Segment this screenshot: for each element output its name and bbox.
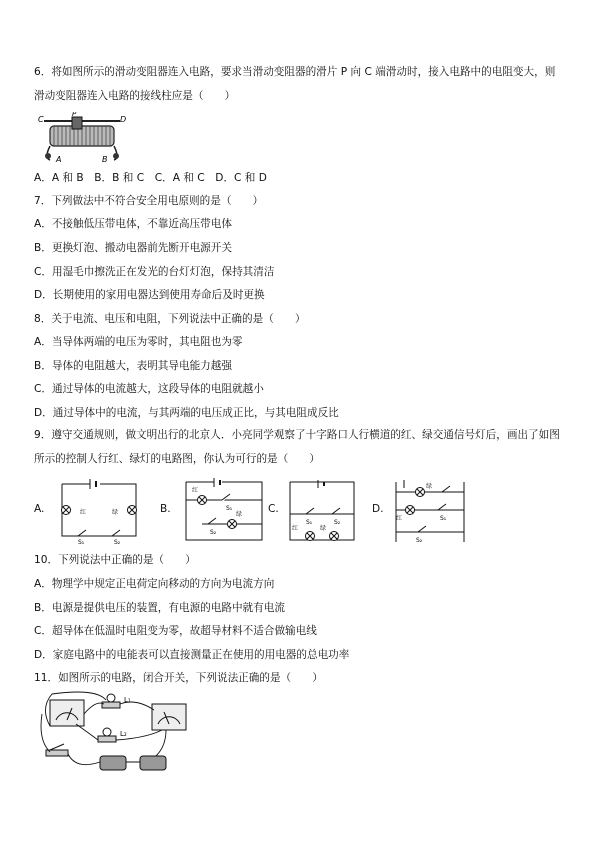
terminal-a-label: A (56, 155, 62, 164)
q7-stem: 7．下列做法中不符合安全用电原则的是（ ） (34, 195, 264, 207)
terminal-b-label: B (102, 155, 108, 164)
terminal-d-label: D (120, 115, 127, 124)
q9-option-a-label: A. (34, 503, 45, 515)
q11-circuit-figure (36, 690, 196, 774)
q9a-red-label: 红 (80, 509, 87, 516)
q10-option-d: D．家庭电路中的电能表可以直接测量正在使用的用电器的总电功率 (34, 649, 350, 661)
q9b-s1-label: S₁ (226, 505, 233, 512)
q8-option-c: C．通过导体的电流越大，这段导体的电阻就越小 (34, 383, 264, 395)
q7-option-b: B．更换灯泡、搬动电器前先断开电源开关 (34, 242, 232, 254)
q9-option-b-label: B. (160, 503, 171, 515)
q9c-red-label: 红 (292, 525, 299, 532)
q10-option-a: A．物理学中规定正电荷定向移动的方向为电流方向 (34, 578, 275, 590)
q6-options: A．A 和 B B．B 和 C C．A 和 C D．C 和 D (34, 172, 267, 184)
q8-option-b: B．导体的电阻越大，表明其导电能力越强 (34, 360, 232, 372)
q9d-s2-label: S₂ (416, 537, 423, 544)
q9a-s2-label: S₂ (114, 539, 121, 546)
q9d-red-label: 红 (396, 515, 403, 522)
q9d-s1-label: S₁ (440, 515, 447, 522)
q10-option-b: B．电源是提供电压的装置，有电源的电路中就有电流 (34, 602, 285, 614)
q9c-green-label: 绿 (320, 525, 327, 532)
q9b-green-label: 绿 (236, 511, 243, 518)
q9-option-c-label: C. (268, 503, 279, 515)
rheostat-figure (38, 112, 128, 164)
q10-option-c: C．超导体在低温时电阻变为零，故超导材料不适合做输电线 (34, 625, 317, 637)
q9-circuit-d (390, 478, 470, 546)
q10-stem: 10．下列说法中正确的是（ ） (34, 554, 196, 566)
q9-circuit-c (284, 478, 360, 546)
q9b-red-label: 红 (192, 487, 199, 494)
q11-stem: 11．如图所示的电路，闭合开关，下列说法正确的是（ ） (34, 672, 323, 684)
q9-circuit-a (52, 478, 144, 546)
q9d-green-label: 绿 (426, 483, 433, 490)
q9b-s2-label: S₂ (210, 529, 217, 536)
q9c-s1-label: S₁ (306, 519, 313, 526)
q9a-s1-label: S₁ (78, 539, 85, 546)
q8-option-a: A．当导体两端的电压为零时，其电阻也为零 (34, 336, 243, 348)
q7-option-a: A．不接触低压带电体，不靠近高压带电体 (34, 218, 232, 230)
terminal-c-label: C (38, 115, 44, 124)
q8-option-d: D．通过导体中的电流，与其两端的电压成正比，与其电阻成反比 (34, 407, 339, 419)
q8-stem: 8．关于电流、电压和电阻，下列说法中正确的是（ ） (34, 313, 306, 325)
q9-stem: 9．遵守交通规则，做文明出行的北京人．小亮同学观察了十字路口人行横道的红、绿交通信号灯后，画出了如图所示的控制人行红、绿灯的电路图，你认为可行的是（ ） (34, 429, 560, 465)
q9a-green-label: 绿 (112, 509, 119, 516)
slider-p-label: P (72, 112, 77, 118)
q6-stem: 6．将如图所示的滑动变阻器连入电路，要求当滑动变阻器的滑片 P 向 C 端滑动时，接入电路中的电阻变大，则滑动变阻器连入电路的接线柱应是（ ） (34, 66, 556, 102)
bulb-l2-label: L₂ (120, 730, 127, 738)
q7-option-d: D．长期使用的家用电器达到使用寿命后及时更换 (34, 289, 265, 301)
q9c-s2-label: S₂ (334, 519, 341, 526)
q9-circuit-b (178, 478, 270, 546)
q9-option-d-label: D. (372, 503, 384, 515)
bulb-l1-label: L₁ (124, 696, 131, 704)
q7-option-c: C．用湿毛巾擦洗正在发光的台灯灯泡，保持其清洁 (34, 266, 275, 278)
